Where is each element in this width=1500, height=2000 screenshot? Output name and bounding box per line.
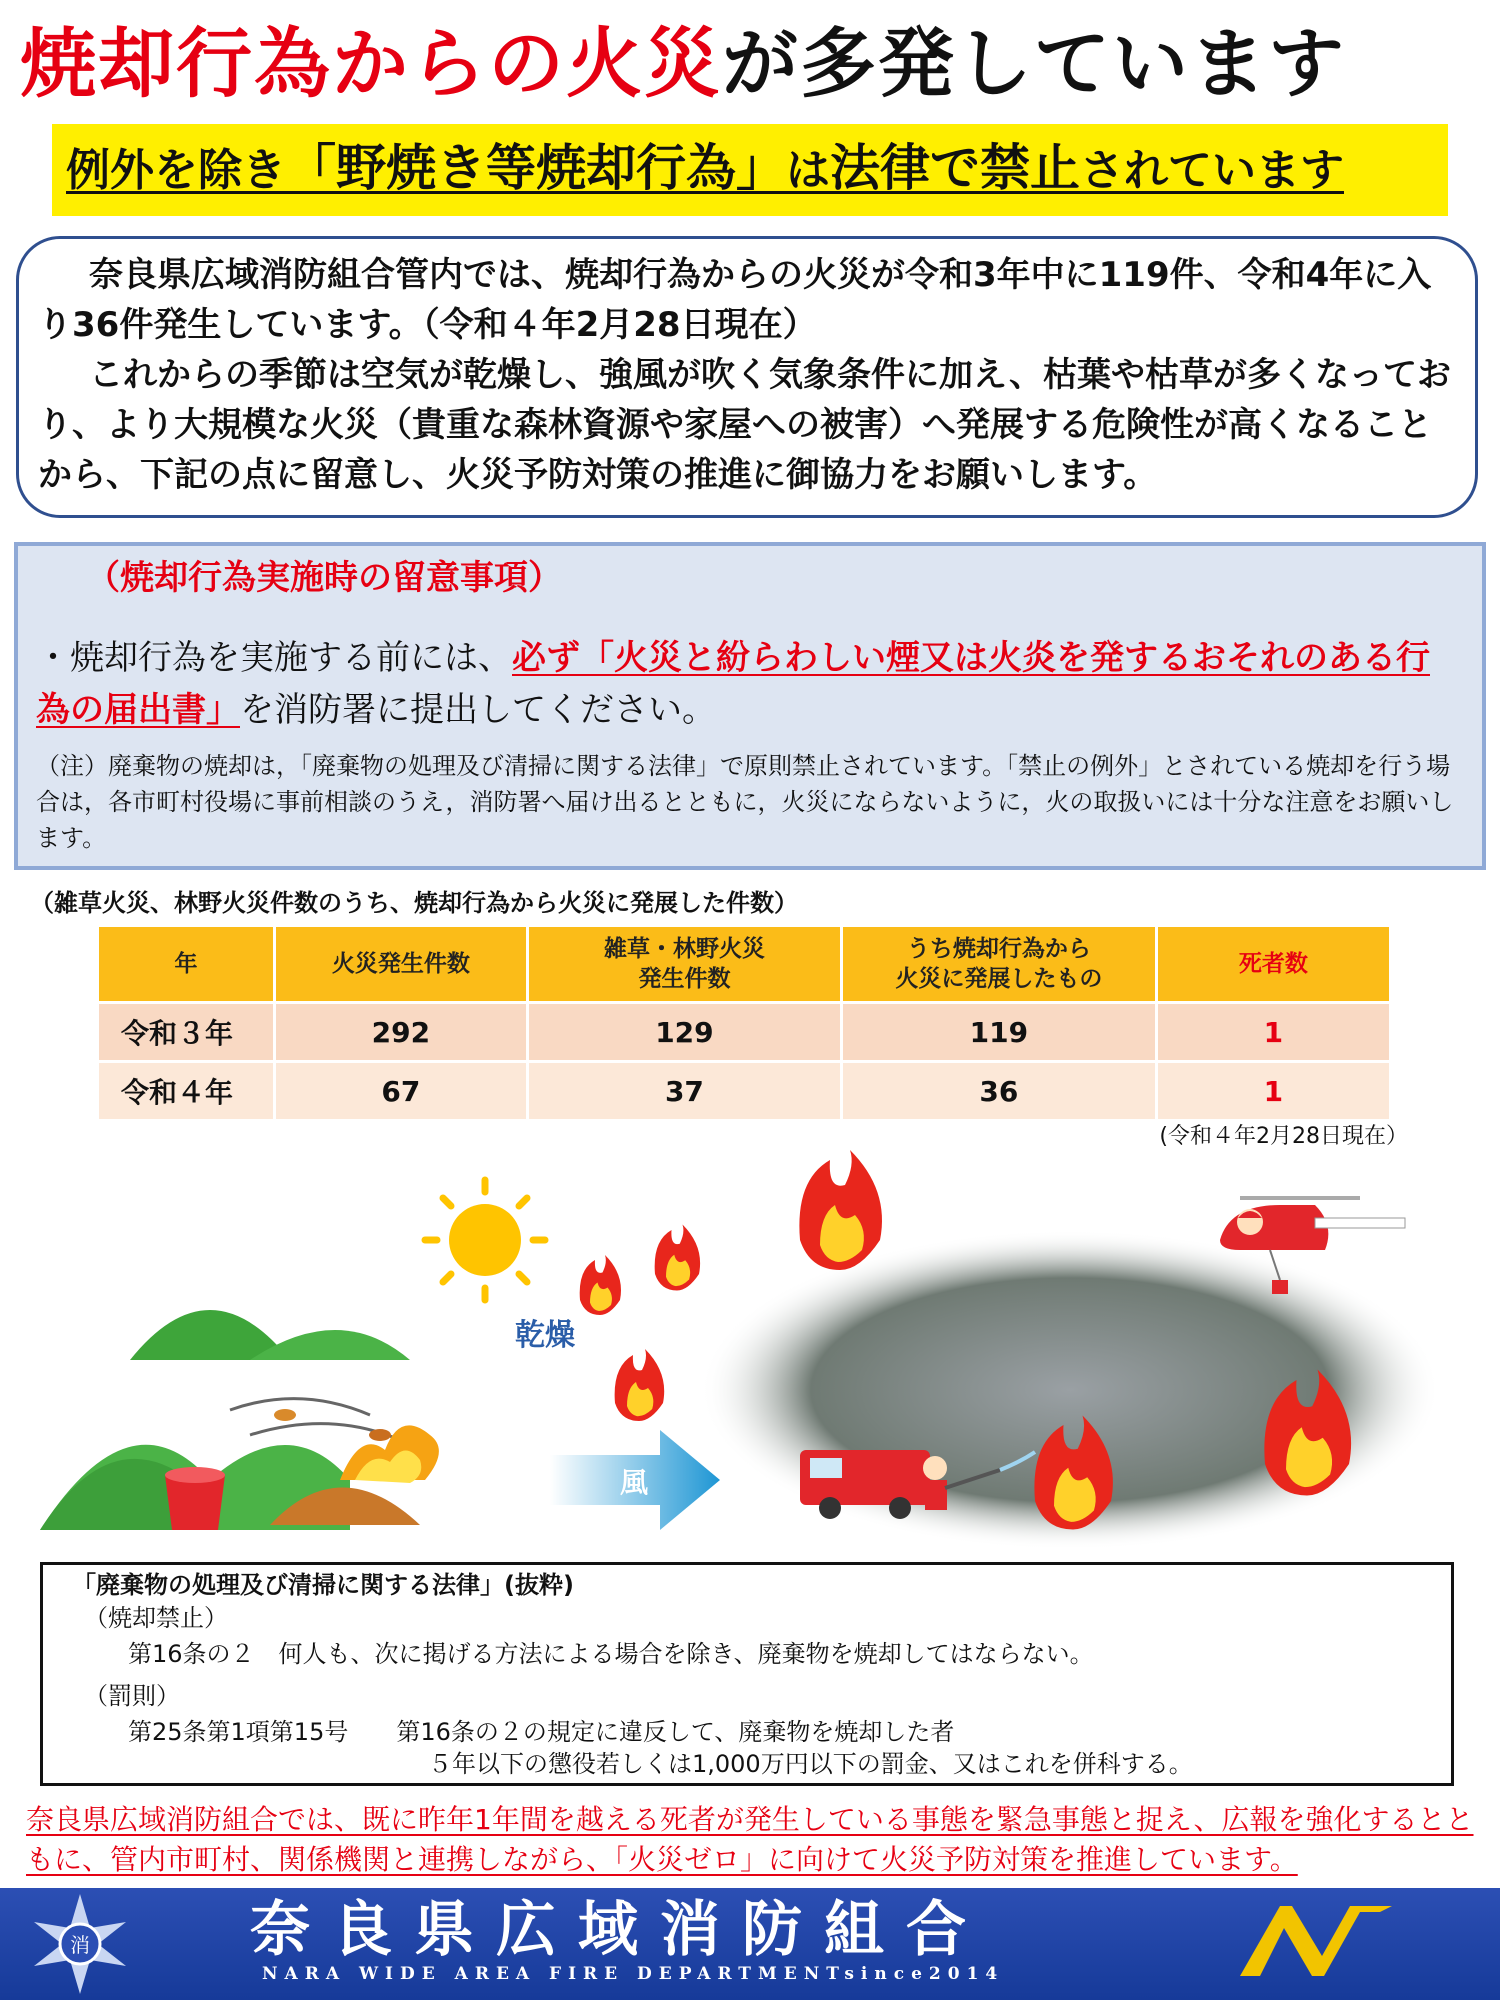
wind-arrow-icon bbox=[550, 1430, 720, 1530]
table-header: 雑草・林野火災 発生件数 bbox=[529, 927, 840, 1001]
intro-paragraph-1: 奈良県広域消防組合管内では、焼却行為からの火災が令和3年中に119件、令和4年に入り36件発生しています。（令和４年2月28日現在） bbox=[38, 255, 1432, 345]
n-logo-icon bbox=[1230, 1898, 1400, 1978]
fire-icon bbox=[799, 1150, 882, 1270]
fire-icon bbox=[580, 1255, 621, 1315]
notice-note: （注）廃棄物の焼却は，「廃棄物の処理及び清掃に関する法律」で原則禁止されています。「禁止の例外」とされている焼却を行う場合は，各市町村役場に事前相談のうえ，消防署へ届け出るとともに，火災にならないように，火の取扱いには十分な注意をお願いします。 bbox=[36, 752, 1454, 852]
notice-main-post: を消防署に提出してください。 bbox=[240, 690, 716, 730]
table-cell: 119 bbox=[843, 1004, 1154, 1060]
title-black-part: が多発しています bbox=[722, 19, 1346, 108]
table-row bbox=[99, 1063, 1389, 1119]
subtitle-part-4: 法律で禁止 bbox=[830, 139, 1080, 197]
subtitle-part-2: 「野焼き等焼却行為」 bbox=[286, 139, 786, 197]
law-section-2-body-a: 第25条第1項第15号 第16条の２の規定に違反して、廃棄物を焼却した者 bbox=[128, 1718, 955, 1746]
table-cell: 1 bbox=[1158, 1004, 1389, 1060]
table-header: 年 bbox=[99, 927, 273, 1001]
table-cell: 37 bbox=[529, 1063, 840, 1119]
notice-main-highlight: 必ず「火災と紛らわしい煙又は火炎を発するおそれのある行為の届出書」 bbox=[36, 638, 1430, 730]
fire-icon bbox=[615, 1349, 665, 1421]
table-header: うち焼却行為から 火災に発展したもの bbox=[843, 927, 1154, 1001]
law-section-2-body-b: ５年以下の懲役若しくは1,000万円以下の罰金、又はこれを併科する。 bbox=[428, 1750, 1193, 1778]
table-cell: 1 bbox=[1158, 1063, 1389, 1119]
table-cell: 67 bbox=[276, 1063, 526, 1119]
table-cell: 292 bbox=[276, 1004, 526, 1060]
intro-paragraph-2: これからの季節は空気が乾燥し、強風が吹く気象条件に加え、枯葉や枯草が多くなっており、より大規模な火災（貴重な森林資源や家屋への被害）へ発展する危険性が高くなることから、下記の点に留意し、火災予防対策の推進に御協力をお願いします。 bbox=[38, 355, 1452, 495]
subtitle-part-1: 例外を除き bbox=[66, 145, 286, 196]
leaf-icon bbox=[274, 1409, 296, 1421]
intro-text bbox=[38, 250, 1463, 500]
fire-statistics-table bbox=[96, 924, 1392, 1122]
table-cell: 129 bbox=[529, 1004, 840, 1060]
table-row bbox=[99, 1004, 1389, 1060]
table-header: 死者数 bbox=[1158, 927, 1389, 1001]
page-title bbox=[20, 14, 1480, 114]
leaf-icon bbox=[369, 1429, 391, 1441]
law-section-1-body: 第16条の２ 何人も、次に掲げる方法による場合を除き、廃棄物を焼却してはならない。 bbox=[128, 1640, 1094, 1668]
fire-department-emblem-icon bbox=[26, 1892, 134, 1996]
bucket-icon bbox=[165, 1467, 225, 1530]
notice-main-text bbox=[36, 632, 1456, 736]
law-section-2-heading: （罰則） bbox=[84, 1682, 180, 1710]
table-cell: 令和４年 bbox=[99, 1063, 273, 1119]
title-red-part: 焼却行為からの火災 bbox=[20, 19, 722, 108]
table-cell: 令和３年 bbox=[99, 1004, 273, 1060]
fire-icon bbox=[655, 1225, 700, 1291]
subtitle-part-3: は bbox=[786, 145, 830, 196]
subtitle-part-5: されています bbox=[1080, 145, 1344, 196]
law-section-1-heading: （焼却禁止） bbox=[84, 1604, 228, 1632]
table-caption: （雑草火災、林野火災件数のうち、焼却行為から火災に発展した件数） bbox=[30, 889, 798, 917]
as-of-date: (令和４年2月28日現在） bbox=[1159, 1124, 1408, 1149]
closing-message: 奈良県広域消防組合では、既に昨年1年間を越える死者が発生している事態を緊急事態と捉え、広報を強化するとともに、管内市町村、関係機関と連携しながら、「火災ゼロ」に向けて火災予防対策を推進しています。 bbox=[26, 1803, 1474, 1876]
table-cell: 36 bbox=[843, 1063, 1154, 1119]
table-header-row bbox=[99, 927, 1389, 1001]
organization-name: 奈良県広域消防組合 bbox=[250, 1895, 988, 1965]
notice-title: （焼却行為実施時の留意事項） bbox=[86, 558, 562, 598]
law-title: 「廃棄物の処理及び清掃に関する法律」(抜粋) bbox=[72, 1571, 574, 1599]
table-header: 火災発生件数 bbox=[276, 927, 526, 1001]
notice-main-pre: ・焼却行為を実施する前には、 bbox=[36, 638, 512, 678]
organization-name-english: NARA WIDE AREA FIRE DEPARTMENTsince2014 bbox=[262, 1964, 1005, 1984]
sun-icon bbox=[425, 1180, 545, 1300]
subtitle bbox=[66, 138, 1436, 201]
wildfire-illustration bbox=[40, 1150, 1460, 1550]
dry-label: 乾燥 bbox=[515, 1319, 575, 1352]
wind-label: 風 bbox=[620, 1467, 649, 1498]
emblem-glyph: 消 bbox=[70, 1933, 90, 1957]
